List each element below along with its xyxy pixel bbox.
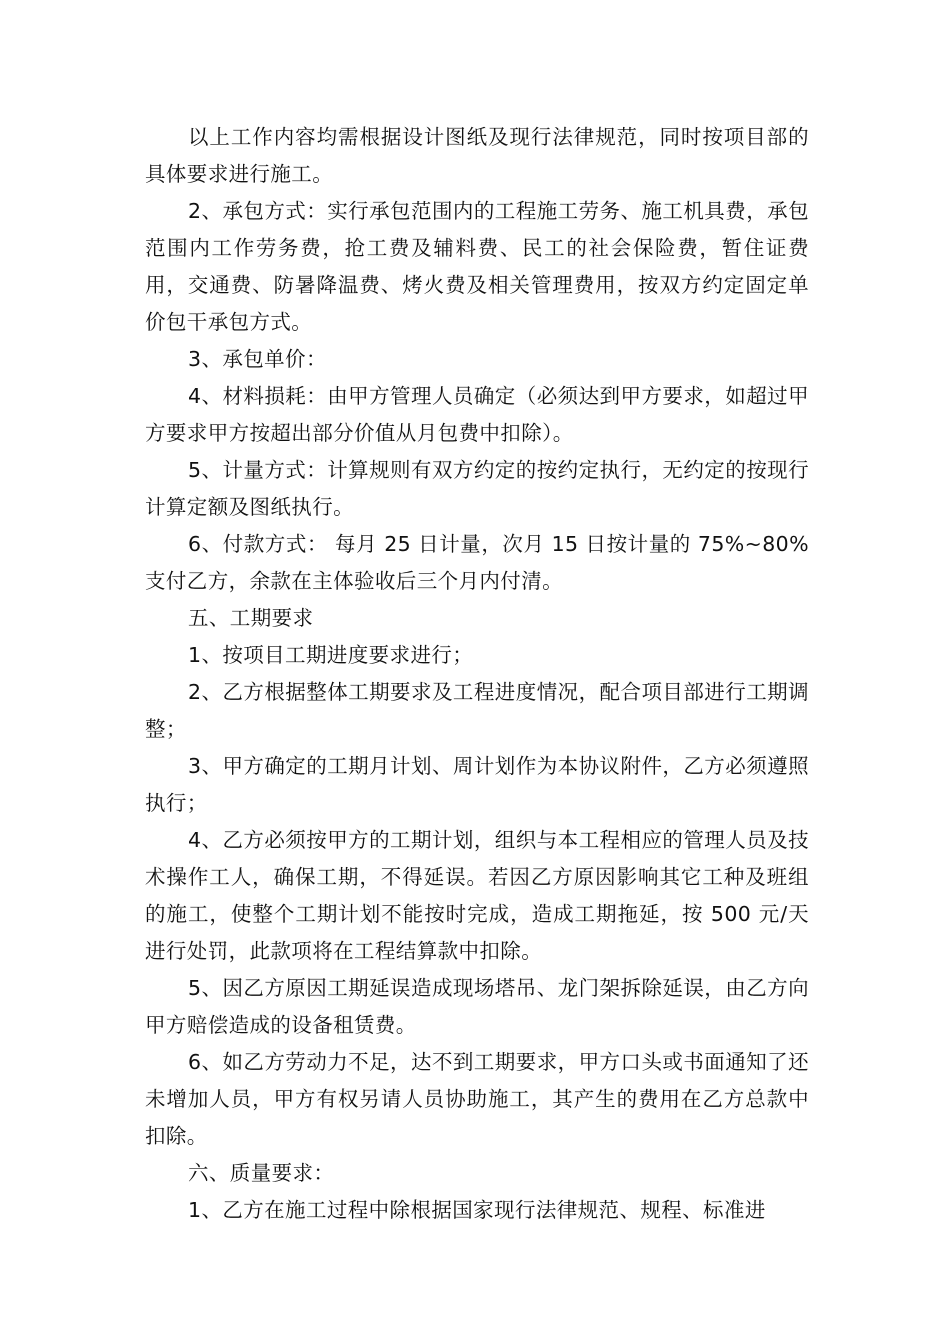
paragraph-contract-method: 2、承包方式：实行承包范围内的工程施工劳务、施工机具费，承包范围内工作劳务费，抢工费及辅料费、民工的社会保险费，暂住证费用，交通费、防暑降温费、烤火费及相关管理费用，按双方约定固定单价包干承包方式。 — [145, 199, 809, 334]
paragraph-quality-1: 1、乙方在施工过程中除根据国家现行法律规范、规程、标准进 — [188, 1198, 766, 1222]
document-body — [145, 119, 809, 1229]
paragraph-measurement-method: 5、计量方式：计算规则有双方约定的按约定执行，无约定的按现行计算定额及图纸执行。 — [145, 458, 809, 519]
paragraph-material-loss: 4、材料损耗：由甲方管理人员确定（必须达到甲方要求，如超过甲方要求甲方按超出部分价值从月包费中扣除）。 — [145, 384, 809, 445]
paragraph-schedule-4: 4、乙方必须按甲方的工期计划，组织与本工程相应的管理人员及技术操作工人，确保工期，不得延误。若因乙方原因影响其它工种及班组的施工，使整个工期计划不能按时完成，造成工期拖延，按 500 元/天进行处罚，此款项将在工程结算款中扣除。 — [145, 828, 809, 963]
paragraph-work-requirements: 以上工作内容均需根据设计图纸及现行法律规范，同时按项目部的具体要求进行施工。 — [145, 125, 809, 186]
paragraph-payment-method: 6、付款方式： 每月 25 日计量，次月 15 日按计量的 75%~80%支付乙方，余款在主体验收后三个月内付清。 — [145, 532, 809, 593]
section-heading-quality: 六、质量要求： — [188, 1161, 335, 1185]
paragraph-schedule-5: 5、因乙方原因工期延误造成现场塔吊、龙门架拆除延误，由乙方向甲方赔偿造成的设备租赁费。 — [145, 976, 809, 1037]
section-heading-schedule: 五、工期要求 — [188, 606, 314, 630]
paragraph-schedule-6: 6、如乙方劳动力不足，达不到工期要求，甲方口头或书面通知了还未增加人员，甲方有权另请人员协助施工，其产生的费用在乙方总款中扣除。 — [145, 1050, 809, 1148]
paragraph-schedule-3: 3、甲方确定的工期月计划、周计划作为本协议附件，乙方必须遵照执行； — [145, 754, 809, 815]
paragraph-schedule-1: 1、按项目工期进度要求进行； — [188, 643, 474, 667]
paragraph-unit-price: 3、承包单价： — [188, 347, 327, 371]
paragraph-schedule-2: 2、乙方根据整体工期要求及工程进度情况，配合项目部进行工期调整； — [145, 680, 809, 741]
